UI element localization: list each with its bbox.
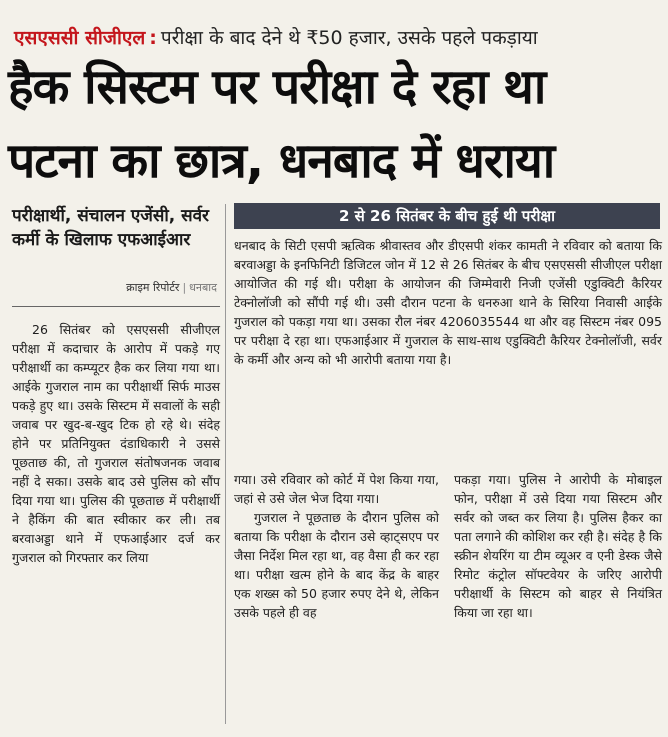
column-divider <box>225 204 226 724</box>
lead-text: धनबाद के सिटी एसपी ऋत्विक श्रीवास्तव और डीएसपी शंकर कामती ने रविवार को बताया कि बरवाअड्डा के इनफिनिटी डिजिटल जोन में 12 से 26 सितंबर के बीच एसएससी सीजीएल परीक्षा आयोजित की गई थी। परीक्षा के आयोजन की जिम्मेवारी निजी एजेंसी एडुक्विटी कैरियर टेक्नोलॉजी को सौंपी गई थी। उसी दौरान पटना के धनरुआ थाने के सिरिया निवासी आईके गुजराल को पकड़ा गया था। उसका रौल नंबर 4206035544 था और वह सिस्टम नंबर 095 पर परीक्षा दे रहा था। एफआईआर में गुजराल के साथ-साथ एडुक्विटी कैरियर टेक्नोलॉजी, सर्वर के कर्मी और अन्य को भी आरोपी बताया गया है। <box>234 238 662 367</box>
byline-separator: | <box>182 281 187 294</box>
article-column-3 <box>454 470 662 622</box>
byline-place: धनबाद <box>189 281 217 294</box>
lead-paragraph <box>234 236 662 369</box>
column-3-text: पकड़ा गया। पुलिस ने आरोपी के मोबाइल फोन, परीक्षा में उसे दिया गया सिस्टम और सर्वर को जब्त कर लिया है। पुलिस हैकर का पता लगाने की कोशिश कर रही है। संदेह है कि स्क्रीन शेयरिंग या टीम व्यूअर व एनी डेस्क जैसे रिमोट कंट्रोल सॉफ्टवेयर के जरिए आरोपी परीक्षार्थी के सिस्टम को बाहर से नियंत्रित किया जा रहा था। <box>454 472 662 620</box>
column-1-text: 26 सितंबर को एसएससी सीजीएल परीक्षा में कदाचार के आरोप में पकड़े गए परीक्षार्थी का कम्प्यूटर हैक कर लिया गया था। आईके गुजराल नाम का परीक्षार्थी सिर्फ माउस पकड़े हुए था। उसके सिस्टम में सवालों के सही जवाब पर खुद-ब-खुद टिक हो रहे थे। संदेह होने पर प्रतिनियुक्त दंडाधिकारी ने उससे पूछताछ की, तो गुजराल संतोषजनक जवाब नहीं दे सका। उसके बाद उसे पुलिस को सौंप दिया गया था। पुलिस की पूछताछ में परीक्षार्थी ने हैकिंग की बात स्वीकार कर ली। तब बरवाअड्डा थाने में एफआईआर दर्ज कर गुजराल को गिरफ्तार कर लिया <box>12 322 220 565</box>
kicker-separator: : <box>149 27 157 49</box>
section-banner: 2 से 26 सितंबर के बीच हुई थी परीक्षा <box>234 203 660 229</box>
article-column-1 <box>12 320 220 567</box>
left-divider <box>12 306 220 307</box>
kicker-text: परीक्षा के बाद देने थे ₹50 हजार, उसके पहले पकड़ाया <box>160 27 538 49</box>
subhead: परीक्षार्थी, संचालन एजेंसी, सर्वर कर्मी के खिलाफ एफआईआर <box>12 206 209 250</box>
byline-reporter: क्राइम रिपोर्टर <box>126 281 180 294</box>
article-column-2 <box>234 470 439 622</box>
kicker-label: एसएससी सीजीएल <box>14 27 146 49</box>
byline <box>12 280 217 296</box>
column-2-paragraph-2: गुजराल ने पूछताछ के दौरान पुलिस को बताया कि परीक्षा के दौरान उसे व्हाट्सएप पर जैसा निर्देश मिल रहा था, वह वैसा ही कर रहा था। परीक्षा खत्म होने के बाद केंद्र के बाहर एक शख्स को 50 हजार रुपए देने थे, लेकिन उसके पहले ही वह <box>234 510 439 620</box>
kicker <box>14 26 654 50</box>
headline-line-2: पटना का छात्र, धनबाद में धराया <box>8 133 555 189</box>
headline-line-1: हैक सिस्टम पर परीक्षा दे रहा था <box>8 59 546 115</box>
column-2-paragraph-1: गया। उसे रविवार को कोर्ट में पेश किया गया, जहां से उसे जेल भेज दिया गया। <box>234 472 439 506</box>
